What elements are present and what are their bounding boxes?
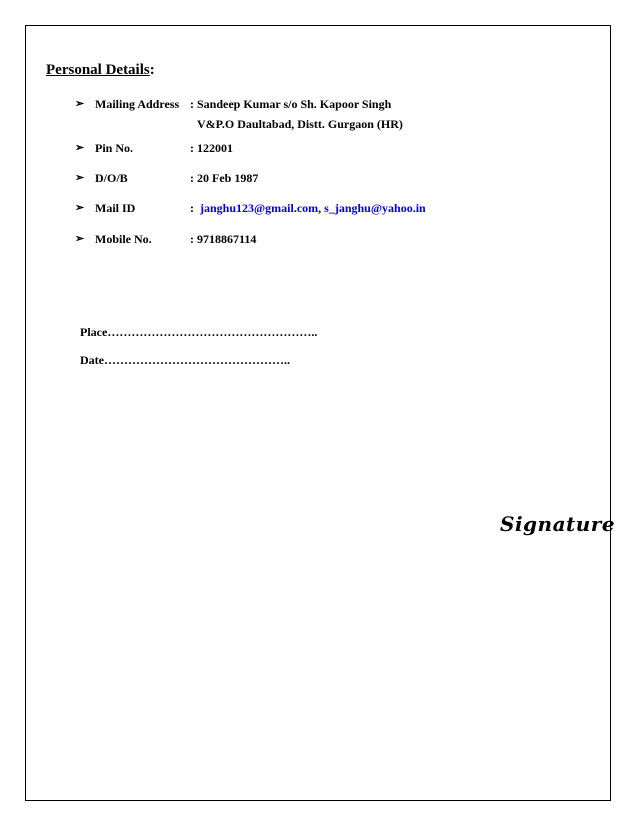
section-title-colon: : [149, 62, 155, 78]
email-link-gmail[interactable]: janghu123@gmail.com [200, 201, 319, 215]
arrow-bullet-icon: ➢ [75, 233, 85, 245]
dob-label: D/O/B [95, 171, 128, 185]
arrow-bullet-icon: ➢ [75, 172, 85, 184]
mailing-address-label: Mailing Address [95, 97, 180, 111]
date-line: Date……………………………………….. [80, 353, 290, 367]
place-line: Place…………………………………………….. [80, 325, 318, 339]
pin-value: : 122001 [190, 141, 233, 155]
section-title-text: Personal Details [46, 62, 150, 78]
mailing-address-value-line1: : Sandeep Kumar s/o Sh. Kapoor Singh [190, 97, 392, 111]
arrow-bullet-icon: ➢ [75, 202, 85, 214]
email-separator: , [318, 201, 325, 215]
mail-id-label: Mail ID [95, 201, 136, 215]
pin-label: Pin No. [95, 141, 134, 155]
email-link-yahoo[interactable]: s_janghu@yahoo.in [324, 201, 426, 215]
mobile-label: Mobile No. [95, 232, 152, 246]
section-title [46, 60, 155, 80]
arrow-bullet-icon: ➢ [75, 142, 85, 154]
mail-id-prefix: : [190, 201, 200, 215]
signature: Signature [500, 512, 616, 536]
mail-id-value [190, 200, 426, 216]
mobile-value: : 9718867114 [190, 232, 257, 246]
dob-value: : 20 Feb 1987 [190, 171, 259, 185]
arrow-bullet-icon: ➢ [75, 98, 85, 110]
mailing-address-value-line2: V&P.O Daultabad, Distt. Gurgaon (HR) [197, 117, 403, 131]
